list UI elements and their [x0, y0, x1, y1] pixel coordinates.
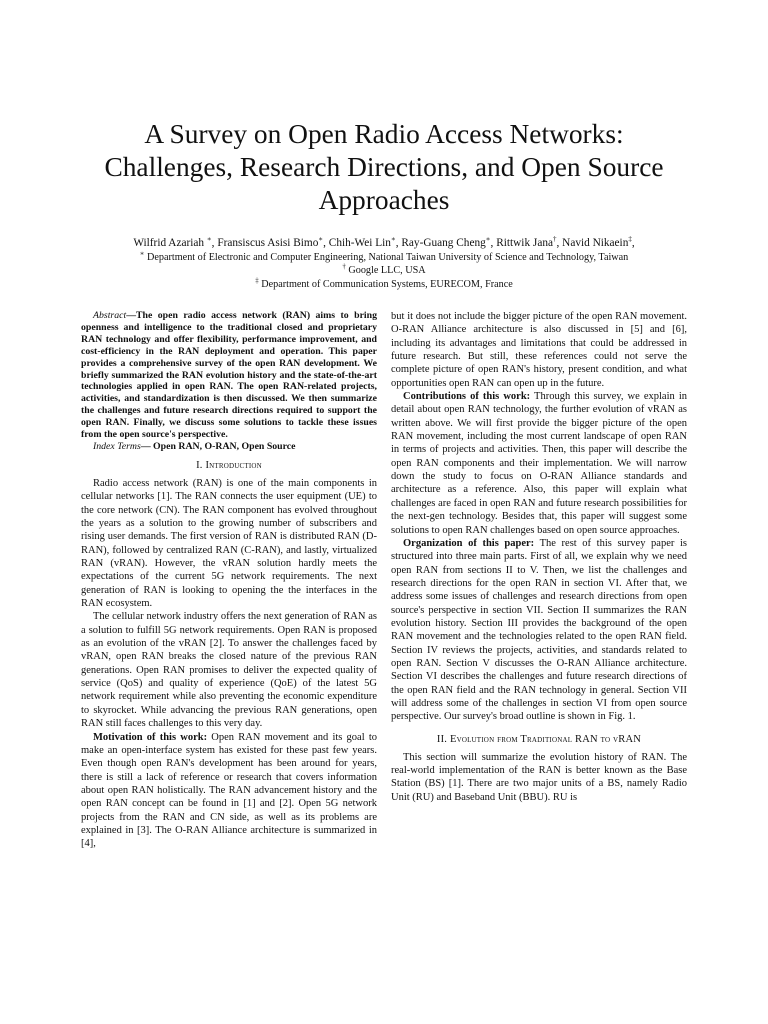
affiliation-2	[40, 264, 728, 277]
author-separator: ,	[395, 237, 402, 249]
abstract-text: —The open radio access network (RAN) aims to bring openness and intelligence to the traditional closed and proprietary RAN technology and offer flexibility, performance improvement, and cost-efficiency in the RAN deployment and operation. This paper provides a comprehensive survey of the open RAN development. We briefly summarized the RAN evolution history and the state-of-the-art technologies applied in open RAN. The open RAN-related projects, activities, and standardization is then discussed. We then summarize the challenges and future research directions required to support the open RAN. Finally, we discuss some solutions to tackle these issues from the open source's perspective.	[81, 310, 377, 441]
affiliation-text: Google LLC, USA	[348, 265, 426, 276]
author-mark: ∗	[390, 235, 396, 244]
contributions-lead: Contributions of this work:	[403, 391, 531, 403]
motivation-continued: but it does not include the bigger picture of the open RAN movement. O-RAN Alliance architecture is also discussed in [5] and [6], including its advantages and limitations that could be addressed in future research. But still, these references could not serve the complete picture of open RAN's history, present condition, and what opportunities open RAN can open up in the future.	[391, 311, 687, 389]
author-mark: ‡	[628, 235, 632, 244]
affiliation-3	[40, 278, 728, 291]
affiliation-text: Department of Electronic and Computer Engineering, National Taiwan University of Science and Technology, Taiwan	[147, 252, 629, 263]
affiliation-text: Department of Communication Systems, EURECOM, France	[261, 279, 513, 290]
motivation-text: Open RAN movement and its goal to make an open-interface system has existed for these past few years. Even though open RAN's development has been around for years, there is still a lack of reference or research that covers information about open RAN holistically. The RAN advancement history and the open RAN concept can be found in [1] and [2]. Open 5G network projects from the RAN and CN side, as well as its problems are explained in [3]. The O-RAN Alliance architecture is summarized in [4],	[81, 731, 377, 850]
contributions-text: Through this survey, we explain in detail about open RAN technology, the further evolution of vRAN as written above. We will first provide the bigger picture of the open RAN movement, including the most current landscape of open RAN in terms of projects and activities. Then, this paper will describe the open RAN components and their implementation. We will narrow down the study to focus on O-RAN Alliance standards and architecture as a reference. Also, this paper will explain what challenges are faced in open RAN and future research possibilities for the next-gen technology. Besides that, this paper will suggest some solutions to open RAN challenges based on open source approaches.	[391, 391, 687, 536]
intro-paragraph-1: Radio access network (RAN) is one of the main components in cellular networks [1]. The RAN connects the user equipment (UE) to the core network (CN). The RAN component has evolved throughout the years as a solution to the growing number of subscribers and rising user demands. The first version of RAN is distributed RAN (D-RAN), followed by centralized RAN (C-RAN), and lastly, virtualized RAN (vRAN). However, the vRAN solution hardly meets the expectations of the current 5G network requirements. The next generation of RAN is looking to opening the the interfaces in the RAN ecosystem.	[81, 477, 377, 610]
author-separator: ,	[211, 237, 218, 249]
author-mark: ∗	[318, 235, 324, 244]
author-2: Fransiscus Asisi Bimo	[217, 237, 319, 249]
organization-text: The rest of this survey paper is structured into three main parts. First of all, we explain why we need open RAN from sections II to V. Then, we list the challenges and research directions for the open RAN in section VI. After that, we address some issues of challenges and research directions from open source's perspective in section VII. Section II summarizes the RAN evolution history. Section III provides the background of the open RAN movement and the technologies related to the open RAN field. Section IV reviews the projects, activities, and standards related to open RAN. Section V discusses the O-RAN Alliance architecture. Section VI describes the challenges and future research directions of the open RAN field and the RAN technology in general. Section VII will address some of the challenges in section VI from open source perspective. Our survey's broad outline is shown in Fig. 1.	[391, 537, 687, 723]
left-column	[81, 310, 377, 851]
right-column	[391, 310, 687, 804]
contributions-paragraph	[391, 390, 687, 537]
index-terms-lead: Index Terms	[93, 440, 141, 452]
evolution-paragraph-1: This section will summarize the evolution history of RAN. The real-world implementation of the RAN is better known as the Base Station (BS) [1]. There are two major units of a BS, namely Radio Unit (RU) and Baseband Unit (BBU). RU is	[391, 751, 687, 803]
index-terms	[81, 441, 377, 453]
author-6: Navid Nikaein	[562, 237, 629, 249]
motivation-lead: Motivation of this work:	[93, 731, 208, 743]
motivation-paragraph	[81, 731, 377, 851]
section-heading-evolution: II. Evolution from Traditional RAN to vRAN	[436, 733, 642, 745]
author-end: ,	[631, 237, 635, 249]
index-terms-text: — Open RAN, O-RAN, Open Source	[140, 440, 296, 452]
author-1: Wilfrid Azariah	[133, 237, 205, 249]
title-line-1: A Survey on Open Radio Access Networks:	[144, 119, 624, 149]
affiliation-mark: †	[342, 262, 346, 271]
author-4: Ray-Guang Cheng	[401, 237, 486, 249]
author-3: Chih-Wei Lin	[328, 237, 391, 249]
title-line-3: Approaches	[318, 185, 450, 215]
author-mark: ∗	[485, 235, 491, 244]
organization-paragraph	[391, 537, 687, 724]
author-mark: ∗	[206, 235, 212, 244]
author-separator: ,	[323, 237, 329, 249]
intro-paragraph-2: The cellular network industry offers the next generation of RAN as a solution to fulfill 5G network requirements. Open RAN is proposed as an evolution of the vRAN [2]. To answer the challenges faced by vRAN, open RAN breaks the closed nature of the previous RAN generations. Open RAN promises to deliver the expected quality of service (QoS) and quality of experience (QoE) of the latest 5G network requirement while also preventing the economic expenditure to skyrocket. While advancing the previous RAN generations, open RAN still faces challenges to this very day.	[81, 611, 377, 730]
author-5: Rittwik Jana	[496, 237, 553, 249]
author-separator: ,	[490, 237, 497, 249]
section-heading-introduction: I. Introduction	[196, 459, 262, 471]
abstract	[81, 310, 377, 441]
organization-lead: Organization of this paper:	[403, 537, 535, 549]
paper-title	[60, 118, 708, 217]
affiliation-1	[40, 251, 728, 264]
affiliation-mark: ∗	[139, 249, 145, 258]
abstract-lead: Abstract	[93, 310, 127, 321]
author-separator: ,	[556, 237, 563, 249]
title-line-2: Challenges, Research Directions, and Open Source	[104, 152, 664, 182]
author-mark: †	[553, 235, 557, 244]
affiliation-mark: ‡	[255, 276, 259, 285]
